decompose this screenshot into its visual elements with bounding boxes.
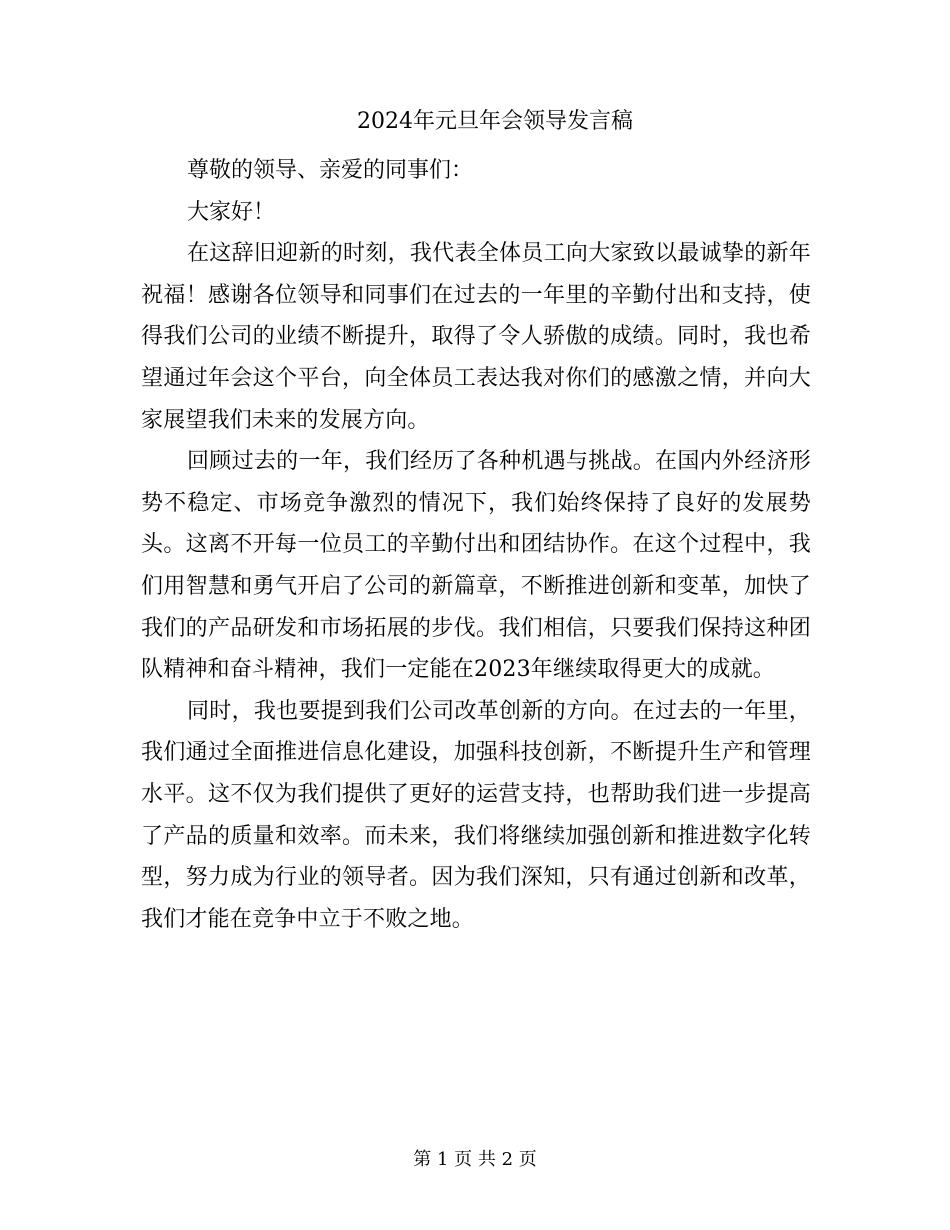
greeting-line: 大家好！ — [187, 199, 276, 225]
paragraph-new-year-wishes: 在这辞旧迎新的时刻，我代表全体员工向大家致以最诚挚的新年祝福！感谢各位领导和同事们在过去的一年里的辛勤付出和支持，使得我们公司的业绩不断提升，取得了令人骄傲的成绩。同时，我也希望通过年会这个平台，向全体员工表达我对你们的感激之情，并向大家展望我们未来的发展方向。 — [141, 241, 811, 433]
document-body — [141, 150, 811, 940]
document-title: 2024年元旦年会领导发言稿 — [357, 109, 633, 134]
paragraph-innovation-direction: 同时，我也要提到我们公司改革创新的方向。在过去的一年里，我们通过全面推进信息化建设，加强科技创新，不断提升生产和管理水平。这不仅为我们提供了更好的运营支持，也帮助我们进一步提高了产品的质量和效率。而未来，我们将继续加强创新和推进数字化转型，努力成为行业的领导者。因为我们深知，只有通过创新和改革，我们才能在竞争中立于不败之地。 — [141, 698, 811, 932]
paragraph-year-review: 回顾过去的一年，我们经历了各种机遇与挑战。在国内外经济形势不稳定、市场竞争激烈的情况下，我们始终保持了良好的发展势头。这离不开每一位员工的辛勤付出和团结协作。在这个过程中，我们用智慧和勇气开启了公司的新篇章，不断推进创新和变革，加快了我们的产品研发和市场拓展的步伐。我们相信，只要我们保持这种团队精神和奋斗精神，我们一定能在2023年继续取得更大的成就。 — [141, 449, 811, 683]
page-number-footer: 第 1 页 共 2 页 — [413, 1149, 537, 1170]
salutation-line: 尊敬的领导、亲爱的同事们： — [187, 158, 474, 183]
